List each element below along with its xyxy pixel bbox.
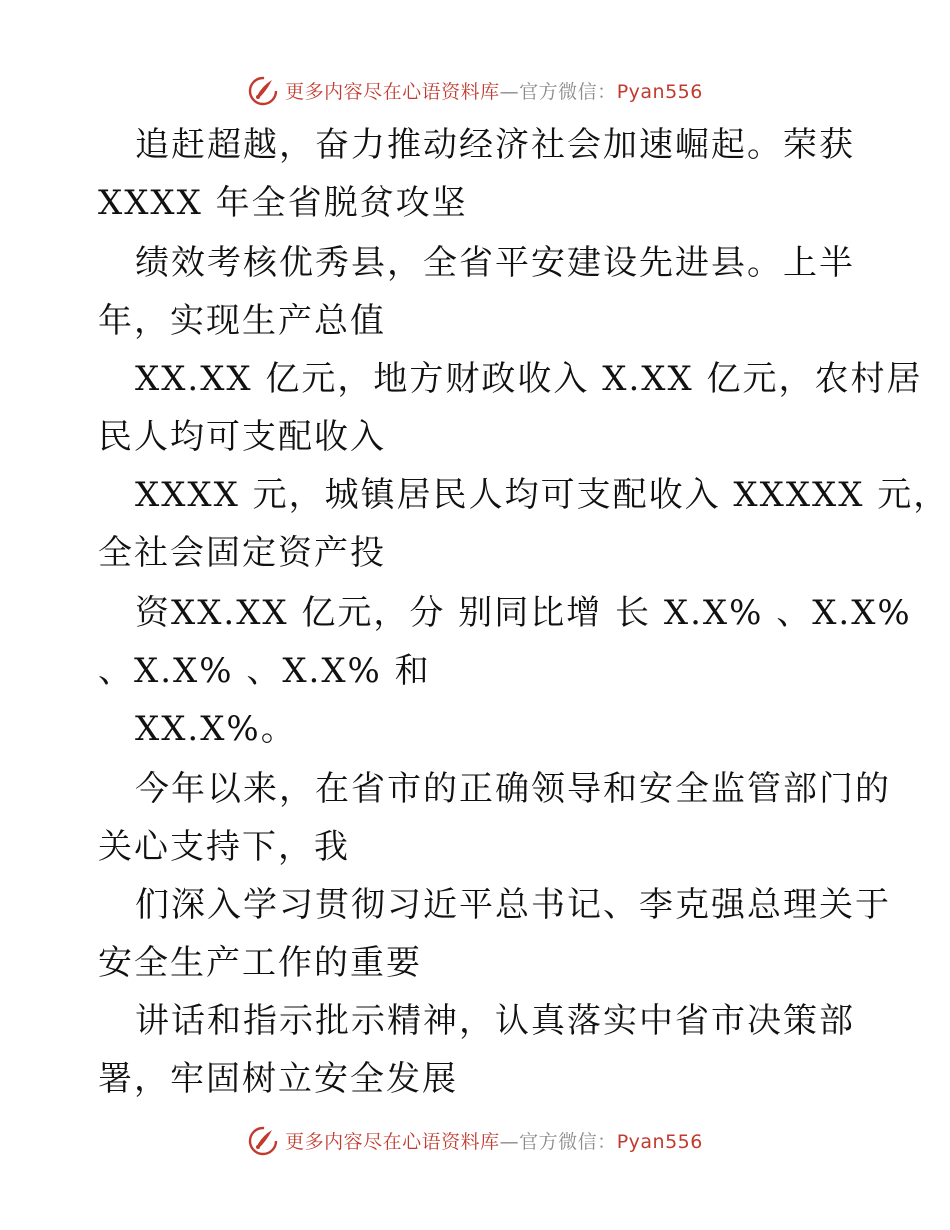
text-line: 民人均可支配收入 xyxy=(98,417,386,457)
watermark-text xyxy=(285,1127,703,1154)
text-line: 、X.X% 、X.X% 和 xyxy=(98,651,431,691)
text-line: 讲话和指示批示精神，认真落实中省市决策部 xyxy=(135,1001,855,1041)
header-watermark xyxy=(0,70,950,110)
watermark-text xyxy=(285,77,703,104)
text-line: XX.X%。 xyxy=(135,709,297,749)
text-line: 关心支持下，我 xyxy=(98,827,350,867)
ink-logo-icon xyxy=(247,1124,279,1156)
text-line: 今年以来，在省市的正确领导和安全监管部门的 xyxy=(135,769,891,809)
watermark-official: 官方微信： xyxy=(519,1130,617,1153)
watermark-dash: — xyxy=(499,80,520,103)
text-line: 追赶超越，奋力推动经济社会加速崛起。荣获 xyxy=(135,125,855,165)
text-line: 年，实现生产总值 xyxy=(98,301,386,341)
ink-logo-icon xyxy=(247,74,279,106)
text-line: 署，牢固树立安全发展 xyxy=(98,1059,458,1099)
text-line: XXXX 元，城镇居民人均可支配收入 XXXXX 元， xyxy=(135,475,950,515)
watermark-dash: — xyxy=(499,1130,520,1153)
text-line: 绩效考核优秀县，全省平安建设先进县。上半 xyxy=(135,243,855,283)
text-line: 们深入学习贯彻习近平总书记、李克强总理关于 xyxy=(135,885,891,925)
footer-watermark xyxy=(0,1120,950,1160)
text-line: 资XX.XX 亿元，分 别同比增 长 X.X% 、X.X% xyxy=(135,593,912,633)
watermark-main: 更多内容尽在心语资料库 xyxy=(285,80,500,103)
text-line: XXXX 年全省脱贫攻坚 xyxy=(98,183,468,223)
watermark-id: Pyan556 xyxy=(616,1130,703,1153)
watermark-id: Pyan556 xyxy=(616,80,703,103)
text-line: XX.XX 亿元，地方财政收入 X.XX 亿元，农村居 xyxy=(135,359,923,399)
watermark-main: 更多内容尽在心语资料库 xyxy=(285,1130,500,1153)
text-line: 全社会固定资产投 xyxy=(98,533,386,573)
watermark-official: 官方微信： xyxy=(519,80,617,103)
text-line: 安全生产工作的重要 xyxy=(98,943,422,983)
